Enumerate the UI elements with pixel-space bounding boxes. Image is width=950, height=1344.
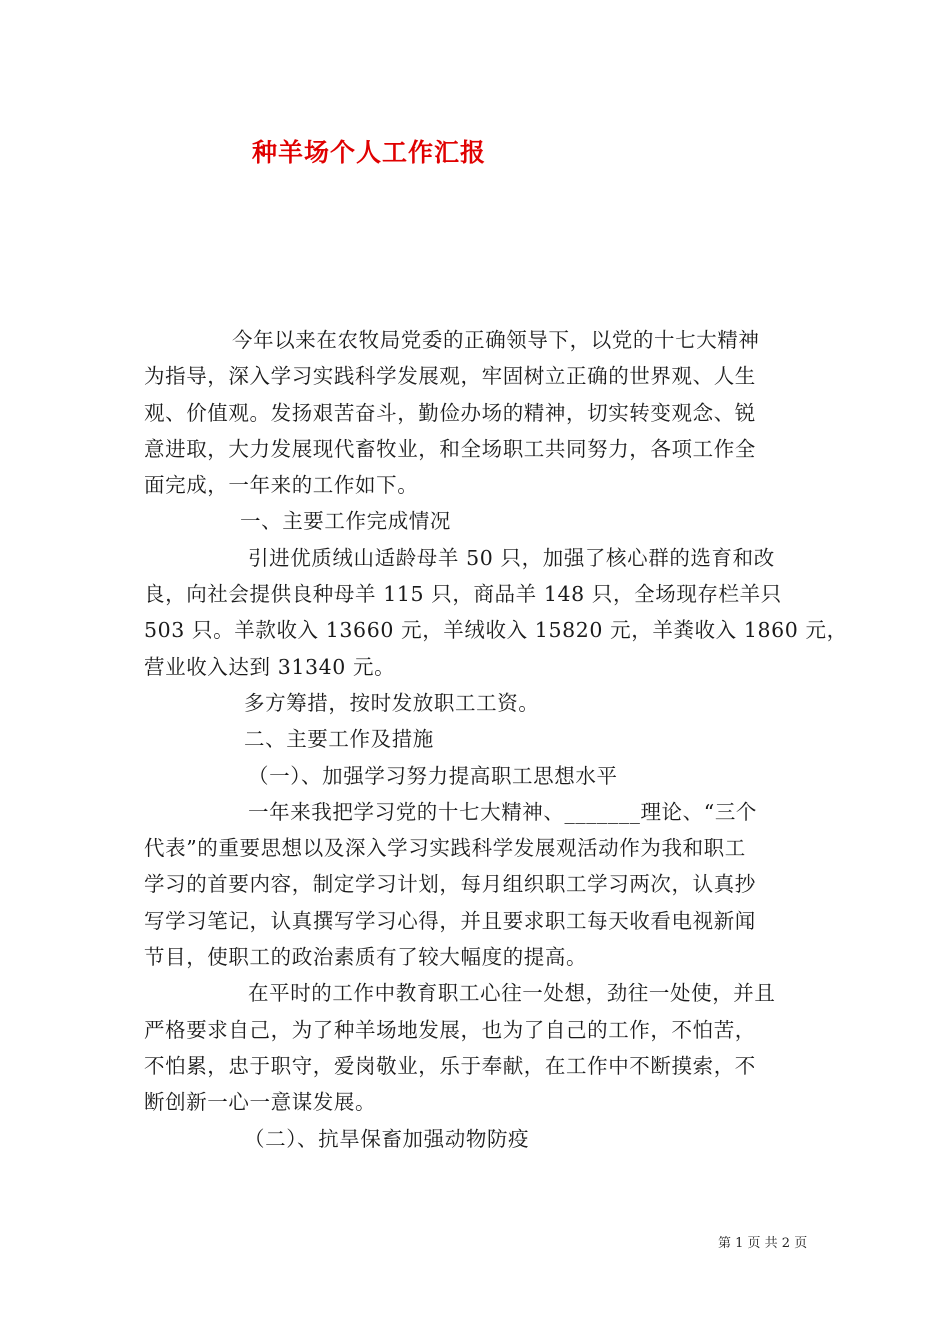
paragraph-line: 意进取，大力发展现代畜牧业，和全场职工共同努力，各项工作全	[144, 436, 756, 461]
paragraph-line: 503 只。羊款收入 13660 元，羊绒收入 15820 元，羊粪收入 1860 元，	[144, 618, 848, 643]
section-heading: 一、主要工作完成情况	[240, 509, 451, 534]
subsection-heading: （一）、加强学习努力提高职工思想水平	[248, 763, 618, 788]
document-title: 种羊场个人工作汇报	[252, 138, 487, 167]
paragraph-line: 引进优质绒山适龄母羊 50 只，加强了核心群的选育和改	[248, 545, 775, 570]
paragraph-line: 为指导，深入学习实践科学发展观，牢固树立正确的世界观、人生	[144, 364, 756, 389]
paragraph-line: 学习的首要内容，制定学习计划，每月组织职工学习两次，认真抄	[144, 872, 756, 897]
paragraph-line: 面完成，一年来的工作如下。	[144, 473, 419, 498]
paragraph-line: 良，向社会提供良种母羊 115 只，商品羊 148 只，全场现存栏羊只	[144, 582, 782, 607]
paragraph-line: 写学习笔记，认真撰写学习心得，并且要求职工每天收看电视新闻	[144, 908, 756, 933]
subsection-heading: （二）、抗旱保畜加强动物防疫	[244, 1126, 530, 1151]
paragraph-line: 断创新一心一意谋发展。	[144, 1090, 377, 1115]
paragraph-line: 严格要求自己，为了种羊场地发展，也为了自己的工作，不怕苦，	[144, 1017, 756, 1042]
document-body	[144, 322, 848, 1157]
paragraph-line: 多方筹措，按时发放职工工资。	[244, 690, 540, 715]
paragraph-line: 一年来我把学习党的十七大精神、_______理论、“三个	[248, 799, 758, 824]
page-number: 第 1 页 共 2 页	[718, 1236, 808, 1251]
paragraph-line: 今年以来在农牧局党委的正确领导下，以党的十七大精神	[232, 328, 760, 352]
paragraph-line: 节目，使职工的政治素质有了较大幅度的提高。	[144, 945, 588, 970]
paragraph-line: 营业收入达到 31340 元。	[144, 654, 396, 679]
section-heading: 二、主要工作及措施	[244, 727, 434, 752]
paragraph-line: 在平时的工作中教育职工心往一处想，劲往一处使，并且	[248, 981, 776, 1006]
paragraph-line: 不怕累，忠于职守，爱岗敬业，乐于奉献，在工作中不断摸索，不	[144, 1053, 756, 1078]
paragraph-line: 代表”的重要思想以及深入学习实践科学发展观活动作为我和职工	[144, 836, 746, 861]
paragraph-line: 观、价值观。发扬艰苦奋斗，勤俭办场的精神，切实转变观念、锐	[144, 400, 756, 425]
